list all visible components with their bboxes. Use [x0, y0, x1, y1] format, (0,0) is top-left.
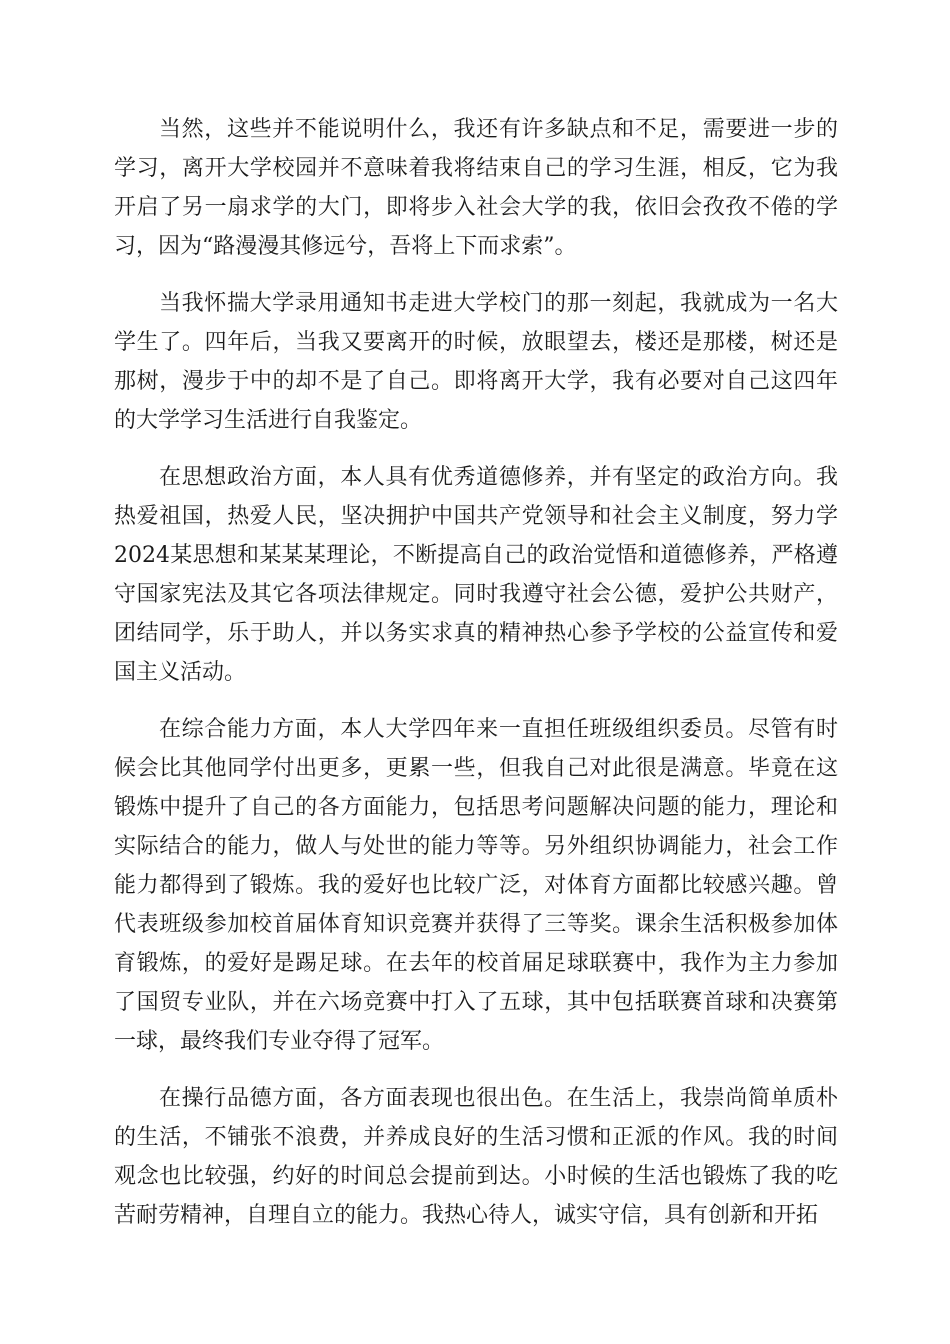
paragraph-4: 在综合能力方面，本人大学四年来一直担任班级组织委员。尽管有时候会比其他同学付出更多，更累一些，但我自己对此很是满意。毕竟在这锻炼中提升了自己的各方面能力，包括思考问题解决问题的能力，理论和实际结合的能力，做人与处世的能力等等。另外组织协调能力，社会工作能力都得到了锻炼。我的爱好也比较广泛，对体育方面都比较感兴趣。曾代表班级参加校首届体育知识竞赛并获得了三等奖。课余生活积极参加体育锻炼，的爱好是踢足球。在去年的校首届足球联赛中，我作为主力参加了国贸专业队，并在六场竞赛中打入了五球，其中包括联赛首球和决赛第一球，最终我们专业夺得了冠军。 [114, 717, 838, 1054]
paragraph-3: 在思想政治方面，本人具有优秀道德修养，并有坚定的政治方向。我热爱祖国，热爱人民，坚决拥护中国共产党领导和社会主义制度，努力学2024某思想和某某某理论，不断提高自己的政治觉悟和道德修养，严格遵守国家宪法及其它各项法律规定。同时我遵守社会公德，爱护公共财产，团结同学，乐于助人，并以务实求真的精神热心参予学校的公益宣传和爱国主义活动。 [114, 465, 838, 685]
paragraph-1: 当然，这些并不能说明什么，我还有许多缺点和不足，需要进一步的学习，离开大学校园并不意味着我将结束自己的学习生涯，相反，它为我开启了另一扇求学的大门，即将步入社会大学的我，依旧会孜孜不倦的学习，因为“路漫漫其修远兮，吾将上下而求索”。 [114, 117, 838, 259]
paragraph-2: 当我怀揣大学录用通知书走进大学校门的那一刻起，我就成为一名大学生了。四年后，当我又要离开的时候，放眼望去，楼还是那楼，树还是那树，漫步于中的却不是了自己。即将离开大学，我有必要对自己这四年的大学学习生活进行自我鉴定。 [114, 291, 838, 433]
document-body [114, 110, 838, 1253]
paragraph-5: 在操行品德方面，各方面表现也很出色。在生活上，我崇尚简单质朴的生活，不铺张不浪费，并养成良好的生活习惯和正派的作风。我的时间观念也比较强，约好的时间总会提前到达。小时候的生活也锻炼了我的吃苦耐劳精神，自理自立的能力。我热心待人，诚实守信，具有创新和开拓 [114, 1086, 838, 1228]
